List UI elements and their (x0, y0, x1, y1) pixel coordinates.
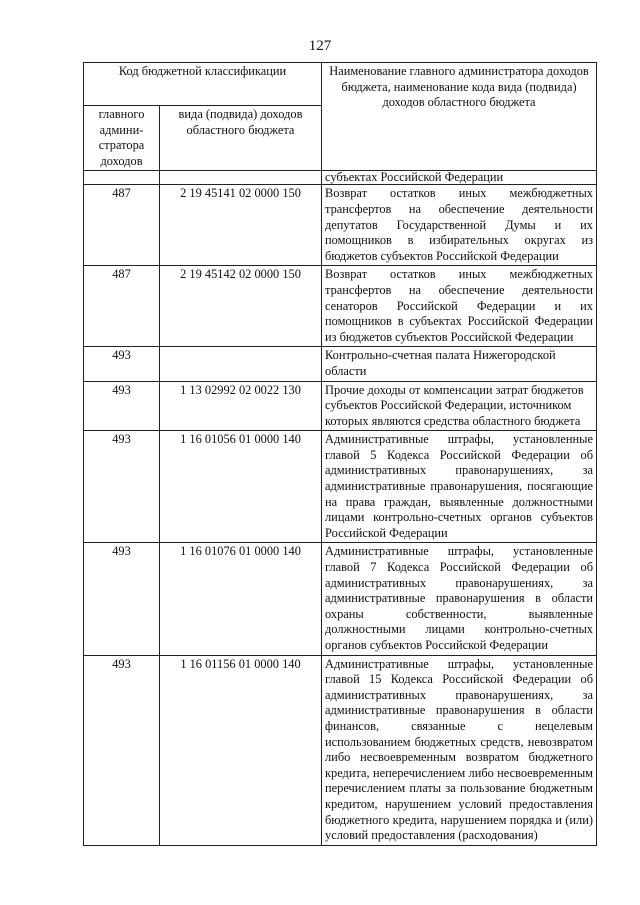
income-code-cell: 1 13 02992 02 0022 130 (160, 381, 322, 431)
table-row (84, 347, 597, 381)
header-row-top (84, 63, 597, 106)
table-body (84, 171, 597, 845)
table-row (84, 543, 597, 655)
description-cell: субъектах Российской Федерации (322, 171, 597, 185)
admin-code-cell: 487 (84, 266, 160, 347)
admin-code-cell: 493 (84, 431, 160, 543)
description-cell: Административные штрафы, установленные главой 5 Кодекса Российской Федерации об административных правонарушениях, за административные правонарушения, посягающие на права граждан, выявленные должностными лицами контрольно-счетных органов субъектов Российской Федерации (322, 431, 597, 543)
admin-code-cell: 493 (84, 543, 160, 655)
admin-code-cell: 493 (84, 347, 160, 381)
admin-code-cell: 487 (84, 185, 160, 266)
header-administrator-name: Наименование главного администратора доходов бюджета, наименование кода вида (подвида) доходов областного бюджета (322, 63, 597, 171)
table-row-continuation (84, 171, 597, 185)
income-code-cell: 1 16 01076 01 0000 140 (160, 543, 322, 655)
income-code-cell (160, 171, 322, 185)
table-header (84, 63, 597, 171)
description-cell: Административные штрафы, установленные главой 7 Кодекса Российской Федерации об административных правонарушениях, за административные правонарушения в области охраны собственности, выявленные должностными лицами контрольно-счетных органов субъектов Российской Федерации (322, 543, 597, 655)
description-cell: Возврат остатков иных межбюджетных трансфертов на обеспечение деятельности депутатов Государственной Думы и их помощников в избирательных округах из бюджетов субъектов Российской Федерации (322, 185, 597, 266)
table-row (84, 655, 597, 845)
admin-code-cell (84, 171, 160, 185)
description-cell: Контрольно-счетная палата Нижегородской области (322, 347, 597, 381)
table-row (84, 185, 597, 266)
income-code-cell: 2 19 45142 02 0000 150 (160, 266, 322, 347)
description-cell: Возврат остатков иных межбюджетных трансфертов на обеспечение деятельности сенаторов Российской Федерации и их помощников в субъектах Российской Федерации из бюджетов субъектов Российской Федерации (322, 266, 597, 347)
income-code-cell: 1 16 01156 01 0000 140 (160, 655, 322, 845)
header-budget-classification-code: Код бюджетной классификации (84, 63, 322, 106)
budget-classification-table (83, 62, 597, 846)
table-row (84, 266, 597, 347)
header-income-type: вида (подвида) доходов областного бюджета (160, 106, 322, 171)
admin-code-cell: 493 (84, 381, 160, 431)
description-cell: Прочие доходы от компенсации затрат бюджетов субъектов Российской Федерации, источником которых являются средства областного бюджета (322, 381, 597, 431)
table-row (84, 381, 597, 431)
header-main-administrator: главного админи-стратора доходов (84, 106, 160, 171)
page-number: 127 (308, 38, 332, 54)
income-code-cell: 2 19 45141 02 0000 150 (160, 185, 322, 266)
table-row (84, 431, 597, 543)
description-cell: Административные штрафы, установленные главой 15 Кодекса Российской Федерации об административных правонарушениях, за административные правонарушения в области финансов, связанные с нецелевым использованием бюджетных средств, невозвратом либо несвоевременным возвратом бюджетного кредита, неперечислением либо несвоевременным перечислением платы за пользование бюджетным кредитом, нарушением условий предоставления бюджетного кредита, нарушением порядка и (или) условий предоставления (расходования) (322, 655, 597, 845)
income-code-cell (160, 347, 322, 381)
income-code-cell: 1 16 01056 01 0000 140 (160, 431, 322, 543)
admin-code-cell: 493 (84, 655, 160, 845)
